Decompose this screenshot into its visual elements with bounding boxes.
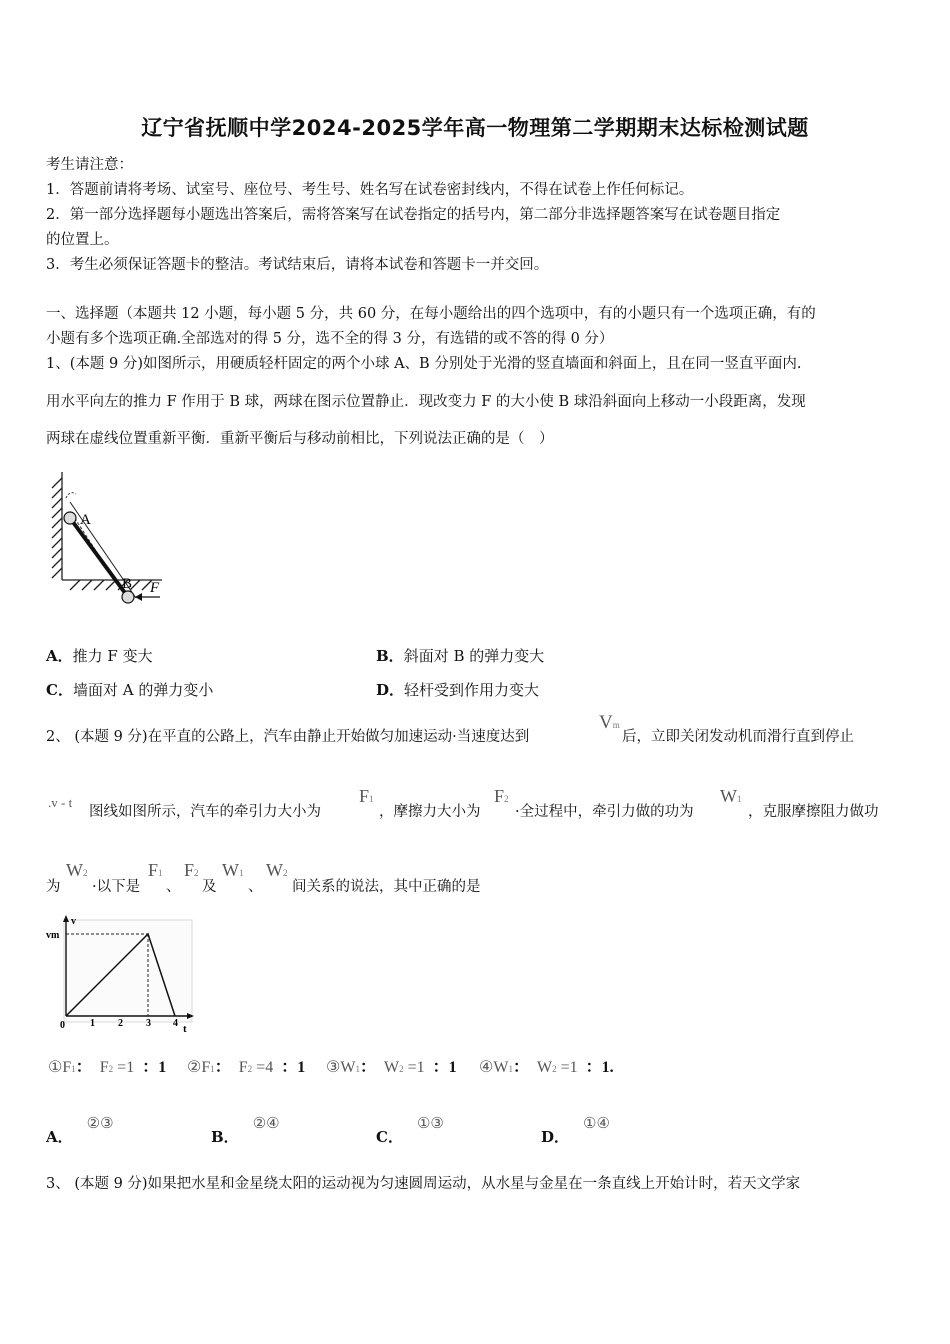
- option-letter: D．: [376, 681, 405, 699]
- option-text: ①④: [583, 1116, 610, 1132]
- tick-label: 1: [90, 1018, 95, 1029]
- vm-label: vm: [46, 930, 60, 941]
- q2-stem: 及: [202, 879, 217, 895]
- q2-statement-2: ②F1： F2 =4 ：1: [187, 1059, 306, 1076]
- q2-stem: ·全过程中，牵引力做的功为: [515, 804, 694, 820]
- q2-statement-1: ①F1： F2 =1 ：1: [48, 1059, 167, 1076]
- tick-label: 3: [146, 1018, 151, 1029]
- q2-stem: 2、 (本题 9 分)在平直的公路上，汽车由静止开始做匀加速运动·当速度达到: [46, 729, 530, 745]
- option-text: 推力 F 变大: [72, 647, 153, 665]
- symbol-w1: W1: [720, 786, 742, 806]
- option-text: 轻杆受到作用力变大: [404, 681, 540, 699]
- option-text: ②③: [86, 1116, 114, 1132]
- q2-stem: 图线如图所示，汽车的牵引力大小为: [89, 804, 321, 820]
- q1-figure: [40, 462, 170, 612]
- q2-stem: 后，立即关闭发动机而滑行直到停止: [622, 729, 854, 745]
- option-letter: C．: [376, 1128, 403, 1146]
- tick-label: 4: [173, 1018, 178, 1029]
- q1-option-a[interactable]: [46, 645, 153, 666]
- notice-item: 的位置上。: [46, 232, 119, 248]
- symbol-w2: W2: [66, 860, 88, 880]
- q1-stem: 用水平向左的推力 F 作用于 B 球，两球在图示位置静止．现改变力 F 的大小使 B 球沿斜面向上移动一小段距离，发现: [46, 394, 806, 410]
- q2-option-b[interactable]: [211, 1112, 280, 1146]
- notice-item: 1．答题前请将考场、试室号、座位号、考生号、姓名写在试卷密封线内，不得在试卷上作任何标记。: [46, 182, 694, 198]
- q3-stem: 3、 (本题 9 分)如果把水星和金星绕太阳的运动视为匀速圆周运动，从水星与金星在一条直线上开始计时，若天文学家: [46, 1176, 801, 1192]
- symbol-w2: W2: [266, 860, 288, 880]
- tick-label: 0: [60, 1020, 65, 1031]
- symbol-f1: F1: [359, 786, 374, 806]
- q2-stem: 、: [248, 879, 263, 895]
- q1-option-c[interactable]: [46, 679, 213, 700]
- label-b: B: [122, 576, 133, 592]
- label-f: F: [150, 580, 160, 596]
- option-text: ②④: [252, 1116, 280, 1132]
- option-letter: A．: [46, 647, 73, 665]
- q2-statement-3: ③W1： W2 =1 ：1: [326, 1059, 457, 1076]
- q1-option-b[interactable]: [376, 645, 544, 666]
- symbol-vt: .v - t: [48, 795, 73, 810]
- option-letter: C．: [46, 681, 73, 699]
- q2-vt-graph: [44, 912, 204, 1034]
- option-text: ①③: [416, 1116, 444, 1132]
- option-letter: B．: [376, 647, 404, 665]
- q2-option-d[interactable]: [541, 1112, 610, 1146]
- tick-label: 2: [118, 1018, 123, 1029]
- section-heading: 一、选择题（本题共 12 小题，每小题 5 分，共 60 分，在每小题给出的四个选项中，有的小题只有一个选项正确，有的: [46, 306, 816, 322]
- option-letter: A．: [46, 1128, 73, 1146]
- q1-stem: 1、(本题 9 分)如图所示，用硬质轻杆固定的两个小球 A、B 分别处于光滑的竖直墙面和斜面上，且在同一竖直平面内.: [46, 356, 802, 372]
- notice-item: 3．考生必须保证答题卡的整洁。考试结束后，请将本试卷和答题卡一并交回。: [46, 257, 549, 273]
- option-letter: D．: [541, 1128, 570, 1146]
- symbol-vm: Vm: [599, 712, 620, 733]
- notice-item: 2．第一部分选择题每小题选出答案后，需将答案写在试卷指定的括号内，第二部分非选择题答案写在试卷题目指定: [46, 207, 781, 223]
- option-text: 斜面对 B 的弹力变大: [403, 647, 545, 665]
- q1-stem: 两球在虚线位置重新平衡．重新平衡后与移动前相比，下列说法正确的是（ ）: [46, 431, 554, 447]
- symbol-f2: F2: [494, 786, 509, 806]
- q2-stem: 间关系的说法，其中正确的是: [292, 879, 481, 895]
- symbol-w1: W1: [222, 860, 244, 880]
- x-label: t: [183, 1023, 187, 1034]
- ball-a: [64, 512, 76, 524]
- q2-stem: 为: [46, 879, 61, 895]
- page-title: 辽宁省抚顺中学2024-2025学年高一物理第二学期期末达标检测试题: [141, 116, 809, 140]
- q2-statement-4: ④W1： W2 =1 ：1.: [479, 1059, 614, 1076]
- symbol-f1: F1: [148, 860, 163, 880]
- label-a: A: [80, 512, 91, 528]
- q2-option-a[interactable]: [46, 1112, 114, 1146]
- q2-stem: ·以下是: [92, 879, 141, 895]
- q2-stem: ，摩擦力大小为: [379, 804, 481, 820]
- q1-option-d[interactable]: [376, 679, 539, 700]
- section-heading: 小题有多个选项正确.全部选对的得 5 分，选不全的得 3 分，有选错的或不答的得 0 分）: [46, 331, 614, 347]
- notice-heading: 考生请注意：: [46, 157, 133, 173]
- option-letter: B．: [211, 1128, 239, 1146]
- q2-stem: 、: [166, 879, 181, 895]
- option-text: 墙面对 A 的弹力变小: [72, 681, 214, 699]
- q2-stem: ，克服摩擦阻力做功: [748, 804, 879, 820]
- q2-option-c[interactable]: [376, 1112, 444, 1146]
- y-label: v: [71, 916, 76, 927]
- symbol-f2: F2: [184, 860, 199, 880]
